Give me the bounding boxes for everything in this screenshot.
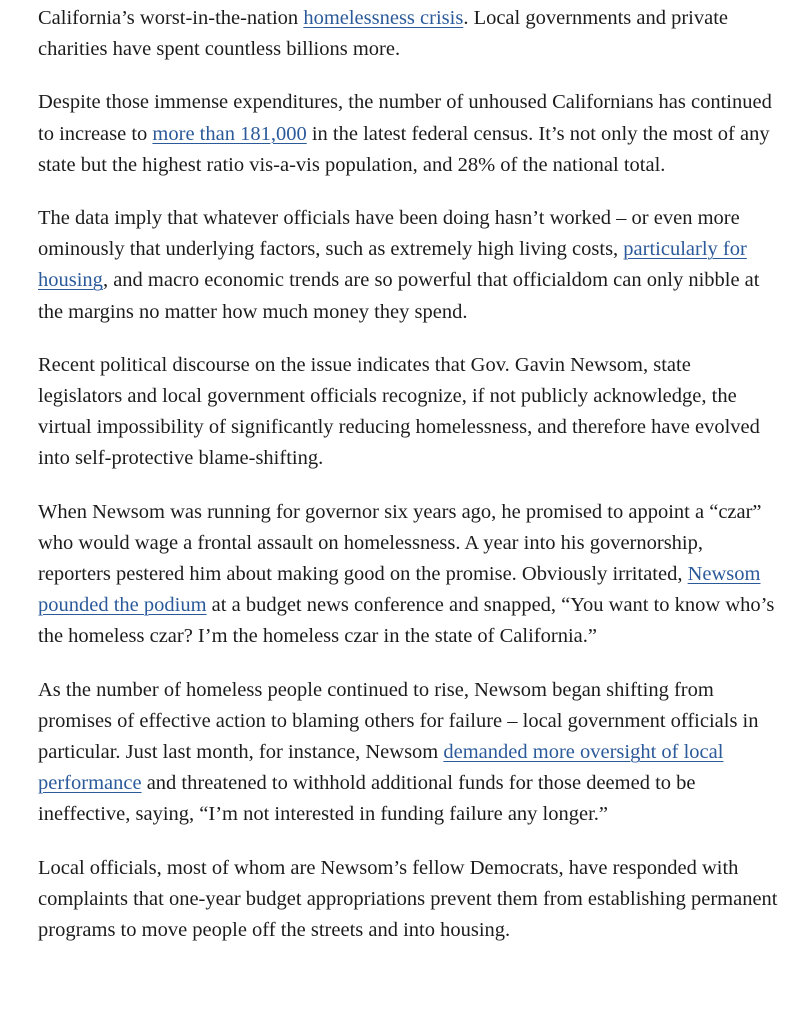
paragraph-text: , and macro economic trends are so powerful that officialdom can only nibble at the margins no matter how much money they spend. — [38, 269, 765, 323]
article-body — [38, 3, 783, 968]
paragraph-text: Despite those immense expenditures, the number of unhoused Californians has continued to increase to — [38, 91, 777, 145]
paragraph-text: California’s worst-in-the-nation — [38, 7, 304, 29]
paragraph-3 — [38, 203, 778, 328]
paragraph-text: Local officials, most of whom are Newsom’s fellow Democrats, have responded with complaints that one-year budget appropriations prevent them from establishing permanent programs to move people off the streets and into housing. — [38, 856, 783, 942]
link-homelessness-crisis[interactable]: homelessness crisis — [303, 7, 464, 29]
link-demanded-more-oversight[interactable]: demanded more oversight of local performance — [38, 741, 724, 795]
link-newsom-pounded-the-podium[interactable]: Newsom pounded the podium — [38, 563, 761, 617]
paragraph-text: As the number of homeless people continued to rise, Newsom began shifting from promises of effective action to blaming others for failure – local government officials in particular. Just last month, for instance, Newsom — [38, 678, 764, 764]
paragraph-1 — [38, 3, 778, 65]
paragraph-text: Recent political discourse on the issue indicates that Gov. Gavin Newsom, state legislators and local government officials recognize, if not publicly acknowledge, the virtual impossibility of significantly reducing homelessness, and therefore have evolved into self-protective blame-shifting. — [38, 353, 765, 470]
link-particularly-for-housing[interactable]: particularly for housing — [38, 238, 747, 292]
paragraph-text: When Newsom was running for governor six years ago, he promised to appoint a “czar” who would wage a frontal assault on homelessness. A year into his governorship, reporters pestered him about making good on the promise. Obviously irritated, — [38, 500, 767, 586]
paragraph-text: in the latest federal census. It’s not only the most of any state but the highest ratio vis-a-vis population, and 28% of the national total. — [38, 122, 775, 176]
paragraph-text: and threatened to withhold additional funds for those deemed to be ineffective, saying, “I’m not interested in funding failure any longer.” — [38, 772, 701, 826]
paragraph-text: . Local governments and private charities have spent countless billions more. — [38, 7, 734, 61]
paragraph-text: The data imply that whatever officials have been doing hasn’t worked – or even more ominously that underlying factors, such as extremely high living costs, — [38, 207, 745, 261]
paragraph-5 — [38, 497, 778, 653]
paragraph-text: at a budget news conference and snapped, “You want to know who’s the homeless czar? I’m the homeless czar in the state of California.” — [38, 594, 780, 648]
paragraph-7 — [38, 853, 783, 947]
link-more-than-181000[interactable]: more than 181,000 — [152, 122, 307, 145]
paragraph-2 — [38, 87, 778, 181]
paragraph-6 — [38, 675, 778, 831]
paragraph-4 — [38, 350, 778, 475]
